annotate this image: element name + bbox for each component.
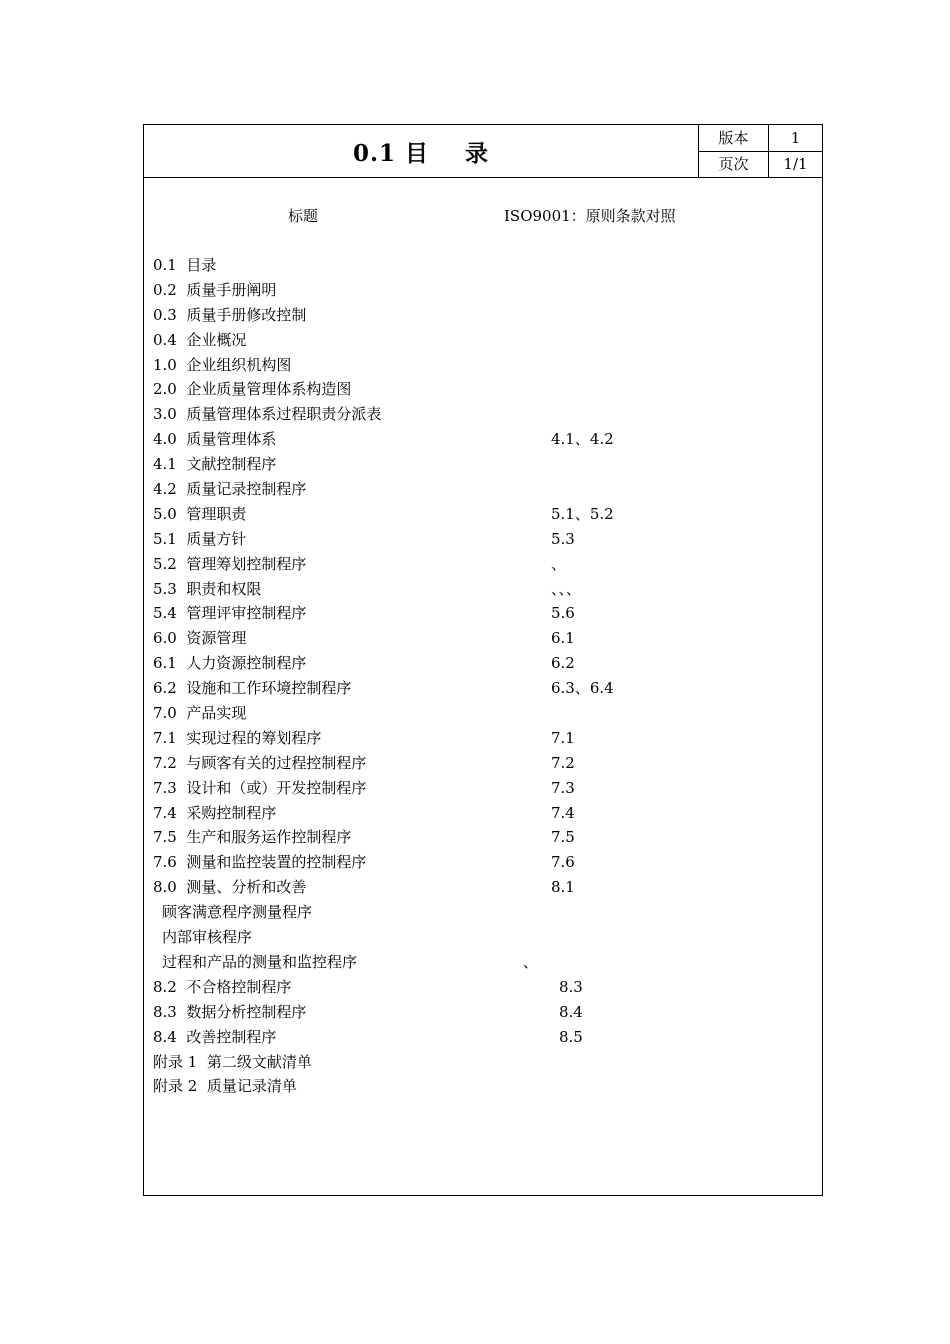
toc-title: 7.6 测量和监控装置的控制程序 [153, 853, 367, 872]
toc-row [144, 900, 822, 925]
toc-title: 过程和产品的测量和监控程序 [162, 952, 358, 971]
toc-row [144, 527, 822, 552]
toc-clause: 7.6 [551, 853, 575, 872]
toc-title: 0.2 质量手册阐明 [153, 280, 277, 299]
toc-row [144, 303, 822, 328]
toc-row [144, 950, 822, 975]
header-table [144, 125, 822, 178]
toc-title: 5.3 职责和权限 [153, 579, 262, 598]
toc-title: 7.2 与顾客有关的过程控制程序 [153, 753, 367, 772]
toc-title: 5.2 管理筹划控制程序 [153, 554, 307, 573]
toc-row [144, 1000, 822, 1025]
toc-clause: 6.1 [551, 629, 575, 648]
toc-row [144, 377, 822, 402]
toc-row [144, 427, 822, 452]
meta-table [699, 125, 822, 177]
toc-clause: 4.1、4.2 [551, 430, 614, 449]
toc-title: 0.3 质量手册修改控制 [153, 305, 307, 324]
toc-row [144, 278, 822, 303]
toc-row [144, 801, 822, 826]
toc-clause: 7.5 [551, 828, 575, 847]
toc-row [144, 676, 822, 701]
toc-clause: 8.3 [559, 977, 583, 996]
toc-row [144, 701, 822, 726]
toc-row [144, 253, 822, 278]
toc-clause: 6.3、6.4 [551, 679, 614, 698]
toc-row [144, 975, 822, 1000]
toc-row [144, 751, 822, 776]
toc-title: 8.3 数据分析控制程序 [153, 1002, 307, 1021]
toc-title: 7.4 采购控制程序 [153, 803, 277, 822]
toc-title: 0.4 企业概况 [153, 330, 247, 349]
toc-title: 7.0 产品实现 [153, 704, 247, 723]
toc-row [144, 328, 822, 353]
toc-row [144, 626, 822, 651]
toc-row [144, 477, 822, 502]
toc-title: 4.0 质量管理体系 [153, 430, 277, 449]
toc-clause: 5.6 [551, 604, 575, 623]
page-label: 页次 [699, 151, 769, 177]
toc-clause: 8.4 [559, 1002, 583, 1021]
toc-title: 4.2 质量记录控制程序 [153, 480, 307, 499]
toc-title: 7.5 生产和服务运作控制程序 [153, 828, 352, 847]
toc-row [144, 850, 822, 875]
toc-row [144, 726, 822, 751]
version-row [699, 125, 822, 152]
toc-title: 6.2 设施和工作环境控制程序 [153, 679, 352, 698]
toc-row [144, 651, 822, 676]
toc-title: 8.4 改善控制程序 [153, 1027, 277, 1046]
toc-row [144, 552, 822, 577]
toc-title: 7.1 实现过程的筹划程序 [153, 728, 322, 747]
toc-row [144, 925, 822, 950]
toc-row [144, 452, 822, 477]
toc-clause: 8.5 [559, 1027, 583, 1046]
toc-list [144, 253, 822, 1099]
toc-clause: 6.2 [551, 654, 575, 673]
toc-title: 附录 2 质量记录清单 [153, 1077, 297, 1096]
toc-title: 3.0 质量管理体系过程职责分派表 [153, 405, 382, 424]
toc-title: 顾客满意程序测量程序 [162, 903, 313, 922]
toc-title: 6.1 人力资源控制程序 [153, 654, 307, 673]
toc-row [144, 1025, 822, 1050]
toc-title: 6.0 资源管理 [153, 629, 247, 648]
toc-clause: 7.1 [551, 728, 575, 747]
column-header-title: 标题 [288, 207, 319, 225]
toc-clause: 、 [551, 554, 567, 573]
toc-title: 附录 1 第二级文献清单 [153, 1052, 312, 1071]
toc-title: 2.0 企业质量管理体系构造图 [153, 380, 352, 399]
toc-row [144, 577, 822, 602]
page-value: 1/1 [783, 155, 808, 173]
toc-row [144, 1050, 822, 1075]
toc-row [144, 502, 822, 527]
toc-title: 5.1 质量方针 [153, 529, 247, 548]
toc-row [144, 601, 822, 626]
page-row [699, 151, 822, 177]
toc-row [144, 1074, 822, 1099]
version-value: 1 [790, 129, 801, 147]
toc-title: 7.3 设计和（或）开发控制程序 [153, 778, 367, 797]
toc-title: 1.0 企业组织机构图 [153, 355, 292, 374]
toc-clause: 5.1、5.2 [551, 504, 614, 523]
toc-clause: 7.3 [551, 778, 575, 797]
toc-row [144, 776, 822, 801]
toc-clause: 7.4 [551, 803, 575, 822]
toc-title: 4.1 文献控制程序 [153, 455, 277, 474]
toc-clause: 、 [523, 952, 539, 971]
toc-title: 8.2 不合格控制程序 [153, 977, 292, 996]
toc-title: 5.0 管理职责 [153, 504, 247, 523]
toc-title: 0.1 目录 [153, 256, 217, 274]
toc-title: 8.0 测量、分析和改善 [153, 878, 307, 897]
toc-clause: 7.2 [551, 753, 575, 772]
toc-row [144, 825, 822, 850]
version-label: 版本 [699, 125, 769, 151]
toc-clause: 、、、 [551, 579, 582, 598]
toc-clause: 8.1 [551, 878, 575, 897]
toc-row [144, 402, 822, 427]
toc-title: 5.4 管理评审控制程序 [153, 604, 307, 623]
title-cell [144, 125, 699, 177]
toc-clause: 5.3 [551, 529, 575, 548]
toc-row [144, 353, 822, 378]
toc-row [144, 875, 822, 900]
toc-title: 内部审核程序 [162, 928, 253, 947]
column-header-clause: ISO9001：原则条款对照 [504, 207, 676, 225]
page-title: 0.1 目 录 [352, 139, 490, 167]
document-frame [143, 124, 823, 1196]
